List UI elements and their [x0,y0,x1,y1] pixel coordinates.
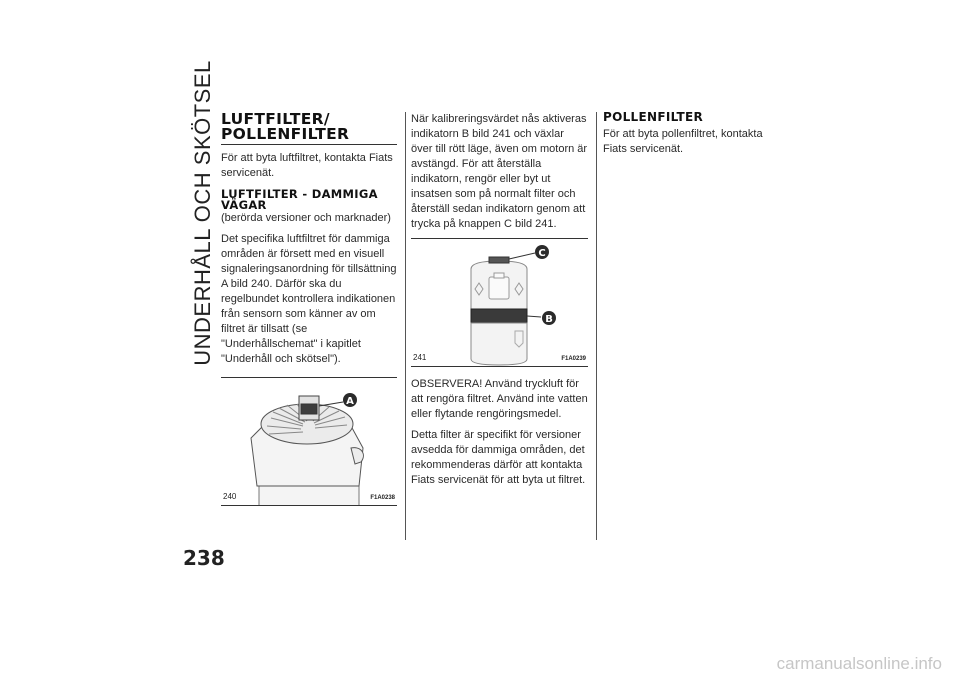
callout-c-badge [535,245,549,259]
figure-code-241: F1A0239 [561,356,586,362]
callout-b-label: B [545,314,553,325]
pollen-filter-paragraph: För att byta pollenfiltret, kontakta Fiats servicenät. [603,128,763,155]
figure-241 [411,238,588,367]
callout-b-badge [542,311,556,325]
page-number: 238 [183,546,225,570]
chapter-side-title [183,59,223,366]
calibration-paragraph: När kalibreringsvärdet nås aktiveras indikatorn B bild 241 och växlar över till rött läge, även om motorn är avstängd. För att återställa indikatorn, rengör eller byt ut insatsen som på normalt filter och återställ sedan indikatorn genom att trycka på knappen C bild 241. [411,113,588,230]
heading-rule [221,144,397,145]
column-1 [221,112,397,506]
callout-c-label: C [538,248,546,259]
watermark: carmanualsonline.info [776,654,942,673]
figure-code-240: F1A0238 [370,495,395,501]
intro-paragraph: För att byta luftfiltret, kontakta Fiats servicenät. [221,152,393,179]
dust-filter-indicator-illustration [411,239,588,366]
column-3 [603,112,779,163]
subheading-dusty-roads: LUFTFILTER - DAMMIGA VÄGAR [221,187,378,212]
callout-a-label: A [346,396,354,407]
section-heading-pollen-filter: POLLENFILTER [603,110,704,124]
section-heading-air-filter: LUFTFILTER/ POLLENFILTER [221,110,350,143]
column-divider-1 [405,112,406,540]
body-paragraph-indicator: Det specifika luftfiltret för dammiga områden är försett med en visuell signaleringsanordning för tillsättning A bild 240. Därför ska du regelbundet kontrollera indikationen från sensorn som känner av om filtret är tillsatt (se "Underhållschemat" i kapitlet "Underhåll och skötsel"). [221,233,397,365]
column-divider-2 [596,112,597,540]
figure-number-240: 240 [223,492,237,501]
air-filter-illustration [221,378,397,505]
warning-paragraph: OBSERVERA! Använd tryckluft för att rengöra filtret. Använd inte vatten eller flytande rengöringsmedel. [411,378,588,420]
dusty-version-paragraph: Detta filter är specifikt för versioner avsedda för dammiga områden, det rekommenderas därför att kontakta Fiats servicenät för att byta ut filtret. [411,429,586,486]
figure-number-241: 241 [413,353,427,362]
chapter-side-title-text: UNDERHÅLL OCH SKÖTSEL [190,59,216,366]
versions-note: (berörda versioner och marknader) [221,212,391,224]
callout-a-badge [343,393,357,407]
figure-240 [221,377,397,506]
column-2 [411,112,588,494]
